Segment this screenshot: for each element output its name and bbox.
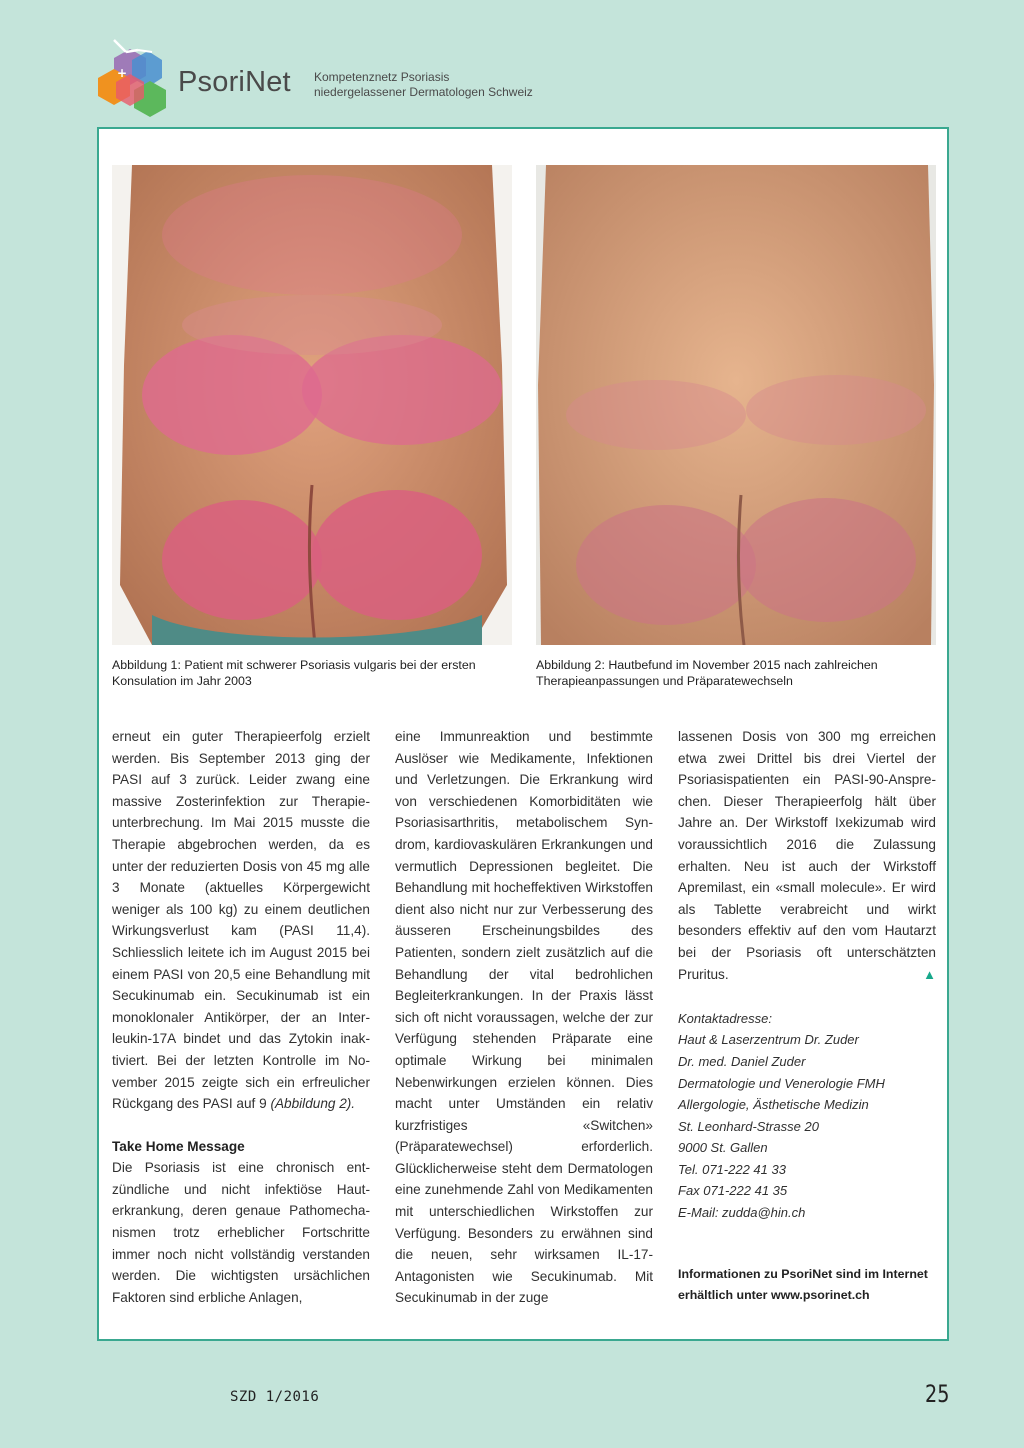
psorinet-logo bbox=[94, 36, 176, 124]
figure-2-photo bbox=[536, 165, 936, 645]
contact-line: 9000 St. Gallen bbox=[678, 1140, 768, 1156]
brand-subtitle: Kompetenznetz Psoriasis niedergelassener Dermatologen Schweiz bbox=[314, 70, 533, 99]
end-of-article-triangle-icon: ▲ bbox=[923, 967, 936, 983]
article-column-1 bbox=[112, 726, 370, 1308]
paragraph: eine Immunreaktion und bestimmte Auslöser wie Medikamente, Infektionen und Verletzungen. Die Erkrankung wird von verschiedenen Komorbiditäten wie Psoriasisarthritis, metabolischem Syndrom, kardiovaskulären Erkrankungen und vermutlich Depressionen begleitet. Die Behandlung mit hocheffektiven Wirkstoffen dient also nicht nur zur Verbesserung des äusseren Erscheinungsbildes des Patienten, sondern zielt zusätzlich auf die Behandlung der vital bedrohlichen Begleiterkrankungen. In der Praxis lässt sich oft nicht voraussagen, welche der zur Verfügung stehenden Präparate eine optimale Wirkung bei minimalen Nebenwirkungen erzielen können. Dies macht unter Umständen ein relativ kurzfristiges «Switchen» (Präparatewechsel) erforderlich. Glücklicherweise steht dem Dermatologen eine zunehmende Zahl von Medikamenten mit unterschiedlichen Wirkstoffen zur Verfügung. Besonders zu erwähnen sind die neuen, sehr wirksamen IL-17-Antagonisten wie Secukinumab. Mit Secukinumab in der zuge bbox=[395, 729, 653, 1306]
article-column-3 bbox=[678, 726, 936, 1307]
journal-issue: SZD 1/2016 bbox=[230, 1389, 320, 1405]
paragraph: Die Psoriasis ist eine chronisch entzündliche und nicht infektiöse Hauterkrankung, deren genaue Pathomechanismen trotz erheblicher Fortschritte immer noch nicht vollständig verstanden werden. Die wichtigsten ursächlichen Faktoren sind erbliche Anlagen, bbox=[112, 1160, 370, 1305]
figure-1-photo bbox=[112, 165, 512, 645]
contact-email: E-Mail: zudda@hin.ch bbox=[678, 1205, 806, 1221]
article-column-2 bbox=[395, 726, 653, 1309]
page-number: 25 bbox=[925, 1380, 950, 1408]
figure-1-caption: Abbildung 1: Patient mit schwerer Psoriasis vulgaris bei der ersten Konsulation im Jahr 2003 bbox=[112, 658, 476, 688]
contact-line: Tel. 071-222 41 33 bbox=[678, 1161, 786, 1177]
info-note: Informationen zu PsoriNet sind im Internet erhältlich unter www.psorinet.ch bbox=[678, 1266, 928, 1303]
contact-line: Dr. med. Daniel Zuder bbox=[678, 1053, 806, 1069]
figure-2-caption: Abbildung 2: Hautbefund im November 2015 nach zahlreichen Therapieanpassungen und Präparatewechseln bbox=[536, 658, 878, 688]
paragraph: lassenen Dosis von 300 mg erreichen etwa zwei Drittel bis drei Viertel der Psoriasispatienten ein PASI-90-Ansprechen. Dieser Therapieerfolg hält über Jahre an. Der Wirkstoff Ixekizumab wird voraussichtlich 2016 die Zulassung erhalten. Neu ist auch der Wirkstoff Apremilast, ein «small molecule». Er wird als Tablette verabreicht und wirkt besonders effektiv auf den vom Hautarzt bei der Psoriasis oft unterschätzten Pruritus. bbox=[678, 729, 936, 982]
contact-line: Haut & Laserzentrum Dr. Zuder bbox=[678, 1032, 859, 1048]
svg-text:+: + bbox=[117, 66, 128, 80]
contact-line: Dermatologie und Venerologie FMH bbox=[678, 1075, 885, 1091]
contact-line: Allergologie, Ästhetische Medizin bbox=[678, 1097, 869, 1113]
brand-name: PsoriNet bbox=[178, 66, 291, 98]
paragraph: erneut ein guter Therapieerfolg erzielt werden. Bis September 2013 ging der PASI auf 3 zurück. Leider zwang eine massive Zosterinfektion zur Therapieunterbrechung. Im Mai 2015 musste die Therapie abgebrochen werden, da es unter der reduzierten Dosis von 45 mg alle 3 Monate (aktuelles Körpergewicht weniger als 100 kg) zu einem deutlichen Wirkungsverlust kam (PASI 11,4). Schliesslich leitete ich im August 2015 bei einem PASI von 20,5 eine Behandlung mit Secukinumab ein. Secukinumab ist ein monoklonaler Antikörper, der an Interleukin-17A bindet und das Zytokin inaktiviert. Bei der letzten Kontrolle im November 2015 zeigte sich ein erfreulicher Rückgang des PASI auf 9 (Abbildung 2). bbox=[112, 729, 370, 1112]
contact-line: Fax 071-222 41 35 bbox=[678, 1183, 788, 1199]
contact-label: Kontaktadresse: bbox=[678, 1010, 772, 1026]
figure-reference: (Abbildung 2). bbox=[270, 1096, 356, 1112]
contact-address bbox=[678, 1008, 936, 1224]
contact-line: St. Leonhard-Strasse 20 bbox=[678, 1118, 819, 1134]
section-heading: Take Home Message bbox=[112, 1138, 245, 1154]
